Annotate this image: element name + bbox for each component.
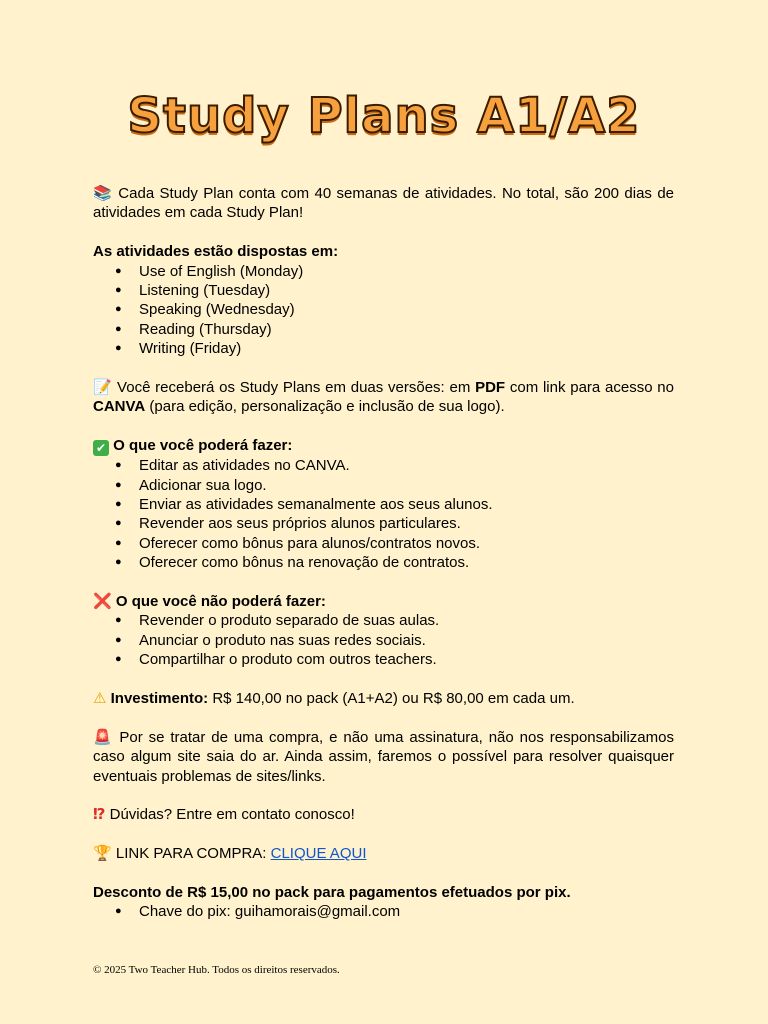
activities-heading-text: As atividades estão dispostas em: bbox=[93, 243, 339, 261]
list-item: ● Use of English (Monday) bbox=[93, 262, 674, 281]
list-item: ● Chave do pix: guihamorais@gmail.com bbox=[93, 902, 674, 921]
list-item: ● Listening (Tuesday) bbox=[93, 281, 674, 300]
versions-text-2: com link para acesso no bbox=[509, 379, 674, 397]
list-item: ● Enviar as atividades semanalmente aos seus alunos. bbox=[93, 495, 674, 514]
discount-heading-text: Desconto de R$ 15,00 no pack para pagamentos efetuados por pix. bbox=[93, 884, 571, 902]
cannot-do-list bbox=[93, 611, 674, 669]
page-title: Study Plans A1/A2 bbox=[127, 88, 641, 144]
versions-text-1: Você receberá os Study Plans em duas versões: em bbox=[117, 379, 471, 397]
exclamation-question-icon: ⁉ bbox=[93, 805, 106, 824]
investment-text: R$ 140,00 no pack (A1+A2) ou R$ 80,00 em cada um. bbox=[212, 690, 575, 708]
versions-paragraph bbox=[93, 378, 674, 417]
books-icon: 📚 bbox=[93, 184, 113, 202]
investment-paragraph bbox=[93, 689, 674, 708]
activities-list bbox=[93, 262, 674, 359]
list-item: ● Speaking (Wednesday) bbox=[93, 300, 674, 319]
questions-text: Dúvidas? Entre em contato conosco! bbox=[109, 806, 355, 824]
intro-text: Cada Study Plan conta com 40 semanas de atividades. No total, são 200 dias de atividades em cada Study Plan! bbox=[93, 185, 674, 222]
disclaimer-text: Por se tratar de uma compra, e não uma assinatura, não nos responsabilizamos caso algum site saia do ar. Ainda assim, faremos o possível para resolver quaisquer eventuais problemas de sites/links. bbox=[93, 728, 674, 785]
discount-heading bbox=[93, 883, 674, 902]
trophy-icon: 🏆 bbox=[93, 844, 112, 863]
list-item: ● Reading (Thursday) bbox=[93, 320, 674, 339]
purchase-label: LINK PARA COMPRA: bbox=[115, 845, 267, 863]
can-do-heading bbox=[93, 436, 674, 456]
purchase-paragraph bbox=[93, 844, 674, 863]
activities-heading bbox=[93, 242, 674, 261]
canva-label: CANVA bbox=[93, 398, 146, 416]
cannot-do-heading bbox=[93, 592, 674, 611]
versions-text-3: (para edição, personalização e inclusão de sua logo). bbox=[149, 398, 505, 416]
list-item: ● Writing (Friday) bbox=[93, 339, 674, 358]
siren-icon: 🚨 bbox=[93, 727, 114, 746]
footer-copyright: © 2025 Two Teacher Hub. Todos os direitos reservados. bbox=[93, 964, 340, 976]
warning-icon: ⚠ bbox=[93, 689, 107, 708]
list-item: ● Editar as atividades no CANVA. bbox=[93, 456, 674, 475]
discount-list bbox=[93, 902, 674, 921]
list-item: ● Adicionar sua logo. bbox=[93, 476, 674, 495]
list-item: ● Oferecer como bônus para alunos/contratos novos. bbox=[93, 534, 674, 553]
check-mark-icon: ✔ bbox=[93, 440, 109, 456]
can-do-heading-text: O que você poderá fazer: bbox=[113, 437, 293, 455]
can-do-list bbox=[93, 456, 674, 572]
disclaimer-paragraph bbox=[93, 728, 674, 786]
cross-mark-icon: ❌ bbox=[93, 592, 112, 611]
intro-paragraph bbox=[93, 184, 674, 223]
investment-label: Investimento: bbox=[110, 690, 209, 708]
list-item: ● Revender o produto separado de suas aulas. bbox=[93, 611, 674, 630]
document-body bbox=[93, 184, 674, 922]
memo-icon: 📝 bbox=[93, 378, 113, 397]
list-item: ● Oferecer como bônus na renovação de contratos. bbox=[93, 553, 674, 572]
questions-paragraph bbox=[93, 805, 674, 824]
pdf-label: PDF bbox=[475, 379, 506, 397]
cannot-do-heading-text: O que você não poderá fazer: bbox=[115, 593, 326, 611]
list-item: ● Anunciar o produto nas suas redes sociais. bbox=[93, 631, 674, 650]
list-item: ● Revender aos seus próprios alunos particulares. bbox=[93, 514, 674, 533]
purchase-link[interactable]: CLIQUE AQUI bbox=[270, 845, 367, 863]
list-item: ● Compartilhar o produto com outros teachers. bbox=[93, 650, 674, 669]
